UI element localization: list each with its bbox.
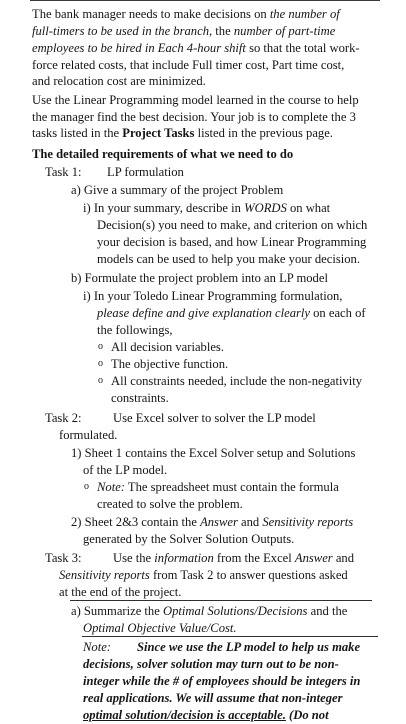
task2-note-line2: created to solve the problem. [97,497,243,511]
task3-note-label: Note: [83,640,111,654]
task1-bullet-1: All decision variables. [111,340,224,354]
bullet-marker: o [84,481,89,492]
para1-line2: full-timers to be used in the branch, the number of part-time [32,24,336,38]
task1-title: LP formulation [107,165,184,179]
task2-title-line1: Use Excel solver to solver the LP model [113,411,316,425]
para1-line5: and relocation cost are minimized. [32,74,206,88]
task3-label: Task 3: [45,551,82,565]
task2-title-line2: formulated. [59,428,118,442]
bullet-marker: o [98,375,103,386]
task1-bullet-3b: constraints. [111,391,169,405]
task1-label: Task 1: [45,165,82,179]
task1-b-i-line1: i) In your Toledo Linear Programming formulation, [83,289,343,303]
task3-title-line1: Use the information from the Excel Answer and [113,551,355,565]
bullet-marker: o [98,358,103,369]
task1-bullet-2: The objective function. [111,357,229,371]
task2-label: Task 2: [45,411,82,425]
task2-item2-line1: 2) Sheet 2&3 contain the Answer and Sensitivity reports [71,515,354,529]
task1-a-i-line1: i) In your summary, describe in WORDS on what [83,201,331,215]
task1-a-title: a) Give a summary of the project Problem [71,183,284,197]
top-rule [30,0,380,1]
task3-note-line4: real applications. We will assume that non-integer [83,691,343,705]
task3-a-line1: a) Summarize the Optimal Solutions/Decisions and the [71,604,348,618]
task3-note-line1: Since we use the LP model to help us make [137,640,361,654]
task1-a-i-line2: Decision(s) you need to make, and criterion on which [97,218,368,232]
para2-line3: tasks listed in the Project Tasks listed in the previous page. [32,126,333,140]
task1-b-i-line2: please define and give explanation clearly on each of [97,306,366,320]
task3-a-line2: Optimal Objective Value/Cost. [83,621,237,635]
task3-title-line2: Sensitivity reports from Task 2 to answer questions asked [59,568,348,582]
para1-line1: The bank manager needs to make decisions on the number of [32,7,340,21]
requirements-heading: The detailed requirements of what we need to do [32,147,294,161]
task3-title-line3: at the end of the project. [59,585,182,599]
task2-item1-line2: of the LP model. [83,463,168,477]
task3-note-line5: optimal solution/decision is acceptable. (Do not [83,708,329,722]
task2-item1-line1: 1) Sheet 1 contains the Excel Solver setup and Solutions [71,446,356,460]
task2-item2-line2: generated by the Solver Solution Outputs. [83,532,295,546]
para2-line1: Use the Linear Programming model learned in the course to help [32,93,359,107]
task3-a-underline [82,636,378,637]
task1-a-i-line3: your decision is based, and how Linear Programming [97,235,367,249]
task1-b-i-line3: the followings, [97,323,173,337]
task1-b-title: b) Formulate the project problem into an LP model [71,271,328,285]
task1-bullet-3a: All constraints needed, include the non-negativity [111,374,363,388]
para1-line3: employees to be hired in Each 4-hour shift so that the total work- [32,41,360,55]
bullet-marker: o [98,341,103,352]
para2-line2: the manager find the best decision. Your job is to complete the 3 [32,110,356,124]
task3-note-line3: integer while the # of employees should be integers in [83,674,361,688]
task2-note-line1: Note: The spreadsheet must contain the formula [97,480,339,494]
task1-a-i-line4: models can be used to help you make your decision. [97,252,361,266]
para1-line4: force related costs, that include Full timer cost, Part time cost, [32,58,345,72]
task3-note-line2: decisions, solver solution may turn out to be non- [83,657,339,671]
task3-underline [70,600,372,601]
